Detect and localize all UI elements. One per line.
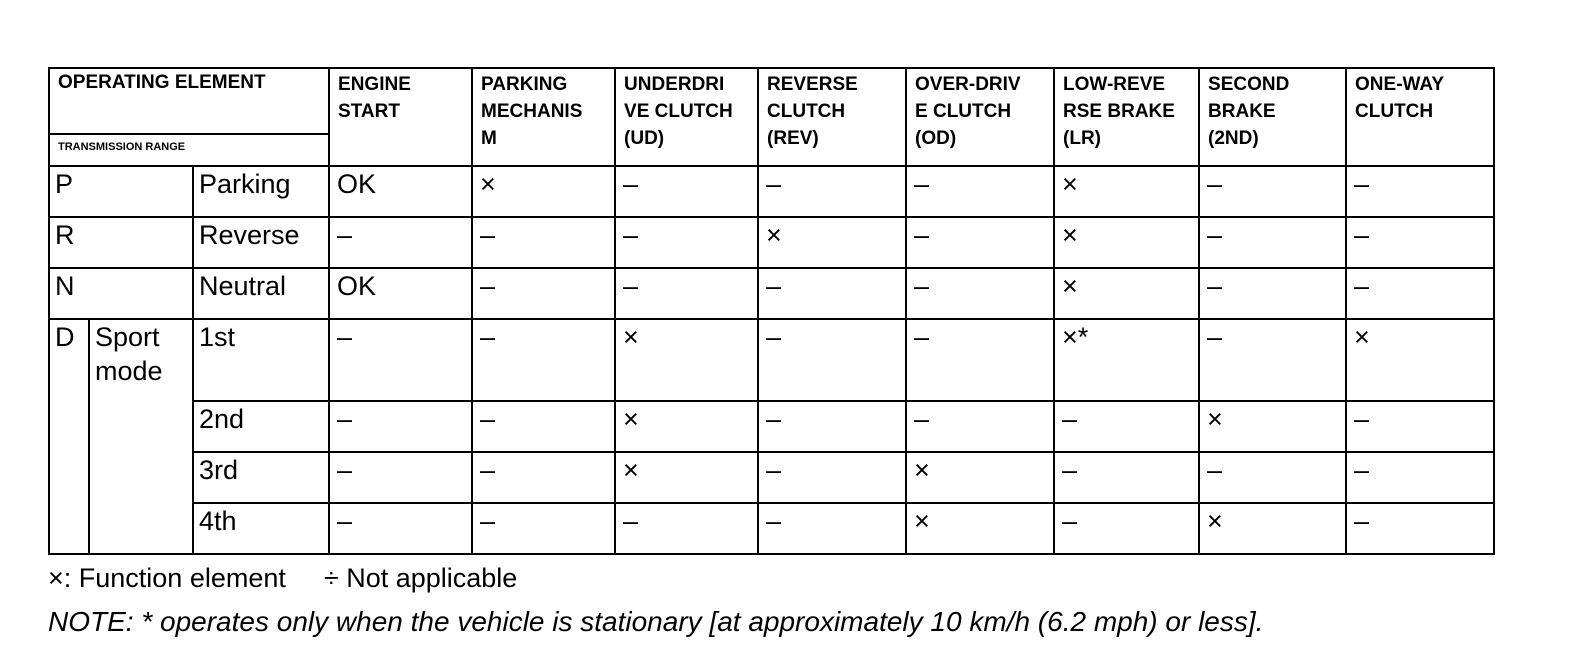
table-cell: – — [1346, 217, 1494, 268]
column-header-overdrive-clutch: OVER-DRIV E CLUTCH (OD) — [906, 68, 1054, 166]
gear-name: 1st — [193, 319, 329, 401]
table-cell: × — [1054, 268, 1199, 319]
legend-function-element: ×: Function element — [48, 563, 286, 593]
table-cell: – — [758, 401, 906, 452]
range-code: D — [49, 319, 89, 554]
drive-mode-label: Sport mode — [89, 319, 193, 554]
table-cell: – — [472, 217, 615, 268]
table-cell: – — [615, 217, 758, 268]
table-row — [49, 319, 1494, 401]
table-cell: – — [1346, 452, 1494, 503]
column-header-engine-start: ENGINE START — [329, 68, 472, 166]
table-cell: – — [1054, 452, 1199, 503]
table-cell: – — [758, 319, 906, 401]
table-cell: – — [1199, 217, 1346, 268]
table-cell: OK — [329, 268, 472, 319]
column-header-underdrive-clutch: UNDERDRI VE CLUTCH (UD) — [615, 68, 758, 166]
table-cell: × — [906, 452, 1054, 503]
gear-name: 2nd — [193, 401, 329, 452]
legend — [48, 563, 517, 594]
table-cell: × — [1199, 503, 1346, 554]
table-cell: × — [1199, 401, 1346, 452]
table-cell: – — [906, 268, 1054, 319]
table-cell: × — [758, 217, 906, 268]
table-cell: × — [1054, 166, 1199, 217]
table-cell: × — [906, 503, 1054, 554]
table-cell: × — [615, 452, 758, 503]
table-row — [49, 217, 1494, 268]
table-row — [49, 503, 1494, 554]
footnote: NOTE: * operates only when the vehicle is stationary [at approximately 10 km/h (6.2 mph) or less]. — [48, 606, 1264, 637]
table-row — [49, 452, 1494, 503]
table-row — [49, 166, 1494, 217]
range-code: P — [49, 166, 193, 217]
table-cell: – — [1199, 452, 1346, 503]
table-cell: – — [758, 268, 906, 319]
table-cell: – — [1199, 319, 1346, 401]
table-cell: – — [906, 401, 1054, 452]
table-cell: – — [329, 319, 472, 401]
column-header-second-brake: SECOND BRAKE (2ND) — [1199, 68, 1346, 166]
operating-element-label: OPERATING ELEMENT — [58, 72, 266, 93]
table-cell: – — [758, 166, 906, 217]
table-cell: – — [906, 166, 1054, 217]
table-cell: – — [758, 452, 906, 503]
transmission-range-label: TRANSMISSION RANGE — [58, 141, 186, 153]
table-cell: × — [615, 401, 758, 452]
table-cell: × — [615, 319, 758, 401]
table-cell: – — [329, 503, 472, 554]
table-cell: – — [1346, 268, 1494, 319]
table-cell: × — [1054, 217, 1199, 268]
header-row — [49, 68, 1494, 166]
header-divider — [50, 133, 328, 135]
table-cell: OK — [329, 166, 472, 217]
table-cell: × — [1346, 319, 1494, 401]
gear-name: 3rd — [193, 452, 329, 503]
column-header-one-way-clutch: ONE-WAY CLUTCH — [1346, 68, 1494, 166]
range-name: Neutral — [193, 268, 329, 319]
range-code: R — [49, 217, 193, 268]
range-name: Reverse — [193, 217, 329, 268]
table-row — [49, 268, 1494, 319]
table-cell: – — [1346, 166, 1494, 217]
table-cell: – — [329, 217, 472, 268]
table-cell: × — [472, 166, 615, 217]
column-header-reverse-clutch: REVERSE CLUTCH (REV) — [758, 68, 906, 166]
table-cell: – — [615, 268, 758, 319]
legend-not-applicable: ÷ Not applicable — [323, 563, 518, 593]
table-cell: – — [472, 319, 615, 401]
table-cell: – — [1346, 401, 1494, 452]
table-cell: – — [329, 401, 472, 452]
table-cell: – — [1054, 401, 1199, 452]
table-cell: – — [1346, 503, 1494, 554]
table-cell: – — [1199, 166, 1346, 217]
table-cell: – — [472, 268, 615, 319]
table-row — [49, 401, 1494, 452]
table-cell: – — [906, 217, 1054, 268]
table-cell: – — [472, 452, 615, 503]
range-name: Parking — [193, 166, 329, 217]
table-cell: – — [906, 319, 1054, 401]
gear-name: 4th — [193, 503, 329, 554]
table-cell: ×* — [1054, 319, 1199, 401]
range-code: N — [49, 268, 193, 319]
table-cell: – — [1054, 503, 1199, 554]
table-cell: – — [615, 503, 758, 554]
column-header-low-reverse-brake: LOW-REVE RSE BRAKE (LR) — [1054, 68, 1199, 166]
column-header-parking-mechanism: PARKING MECHANIS M — [472, 68, 615, 166]
table-cell: – — [472, 503, 615, 554]
table-cell: – — [758, 503, 906, 554]
operating-elements-table — [48, 67, 1495, 555]
operating-element-header — [49, 68, 329, 166]
table-cell: – — [329, 452, 472, 503]
table-cell: – — [1199, 268, 1346, 319]
table-cell: – — [615, 166, 758, 217]
table-cell: – — [472, 401, 615, 452]
